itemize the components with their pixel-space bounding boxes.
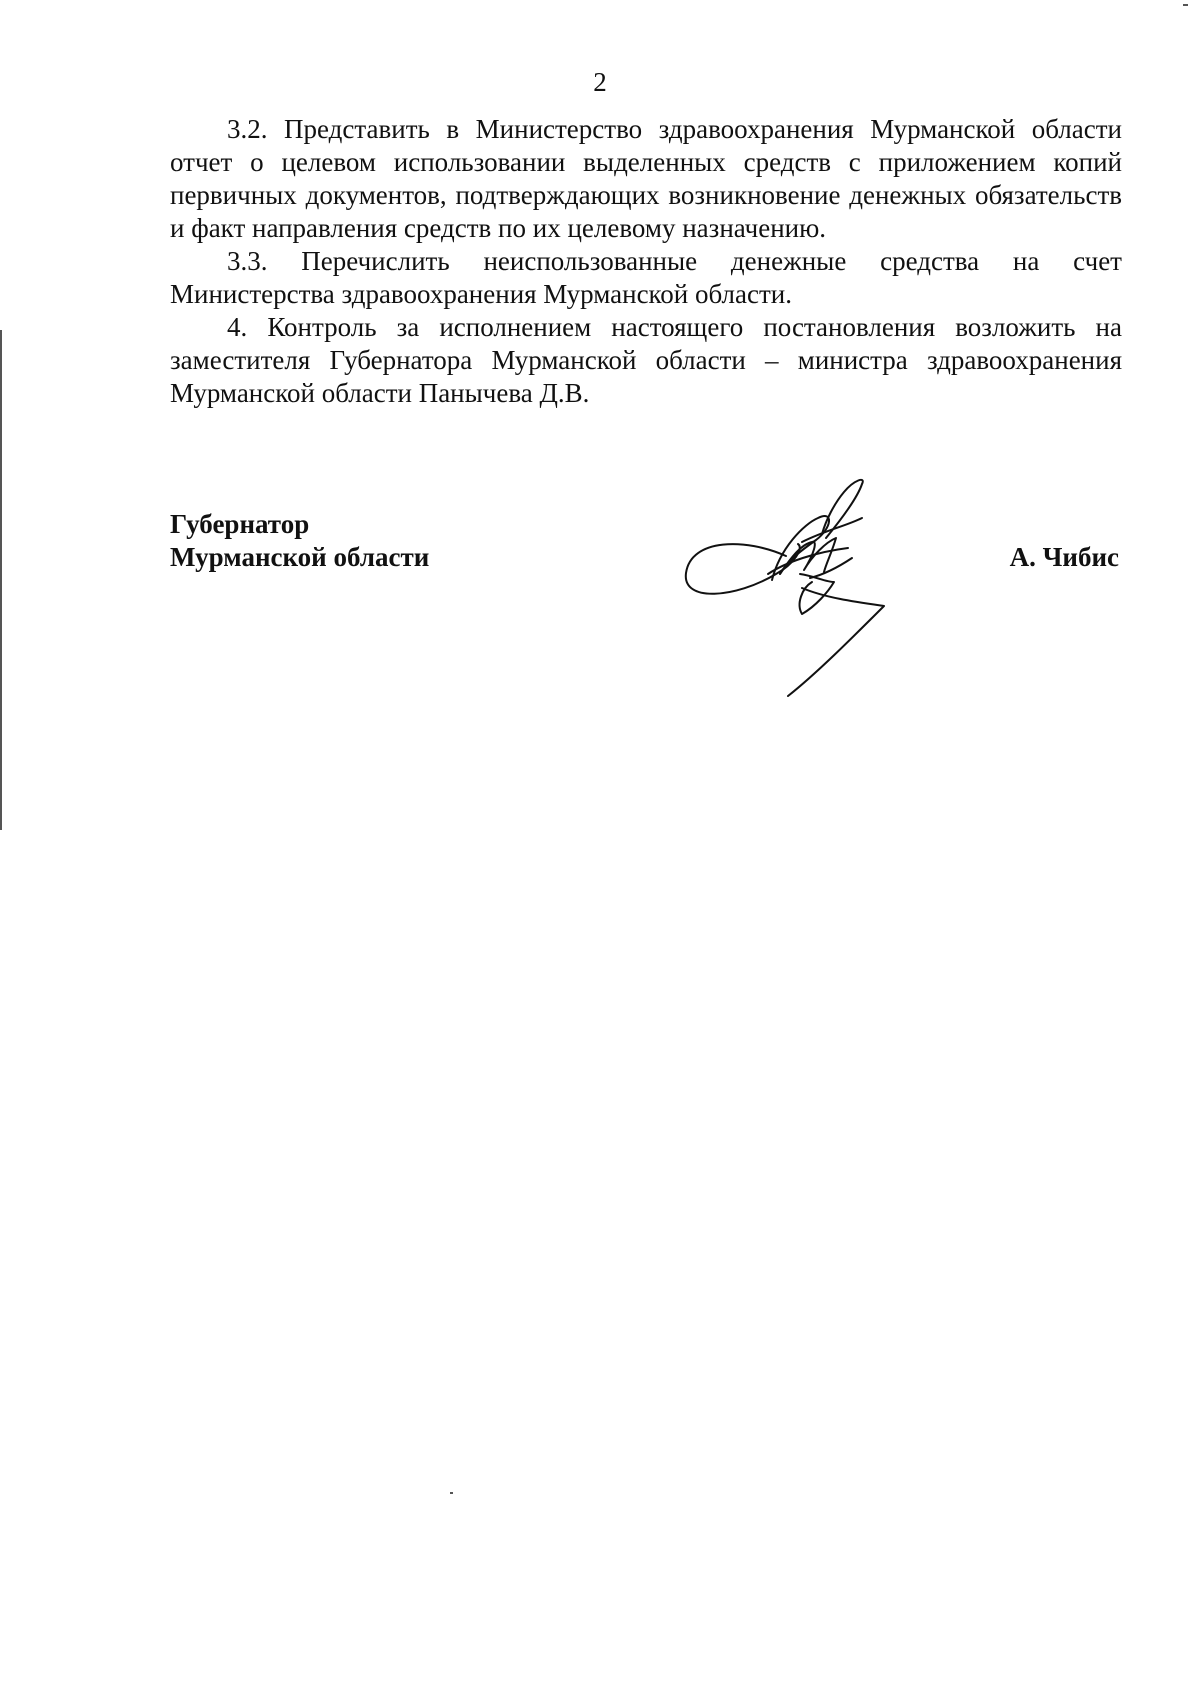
signatory-title-line2: Мурманской области [170,542,430,572]
paragraph-3-2: 3.2. Представить в Министерство здравоохранения Мурманской области отчет о целевом использовании выделенных средств с приложением копий первичных документов, подтверждающих возникновение денежных обязательств и факт направления средств по их целевому назначению. [170,114,1122,243]
signature-icon [676,478,916,698]
document-body [170,113,1122,410]
scan-dust-mark [450,1492,453,1494]
paragraph-3-3: 3.3. Перечислить неиспользованные денежные средства на счет Министерства здравоохранения Мурманской области. [170,246,1122,309]
signatory-title-line1: Губернатор [170,509,310,539]
scan-edge-mark [1183,4,1188,6]
paragraph-4: 4. Контроль за исполнением настоящего постановления возложить на заместителя Губернатора Мурманской области – министра здравоохранения Мурманской области Панычева Д.В. [170,312,1122,408]
page-number: 2 [593,67,607,97]
signatory-title [170,508,429,574]
signatory-name: А. Чибис [1009,542,1119,572]
scan-edge-line [0,330,2,830]
